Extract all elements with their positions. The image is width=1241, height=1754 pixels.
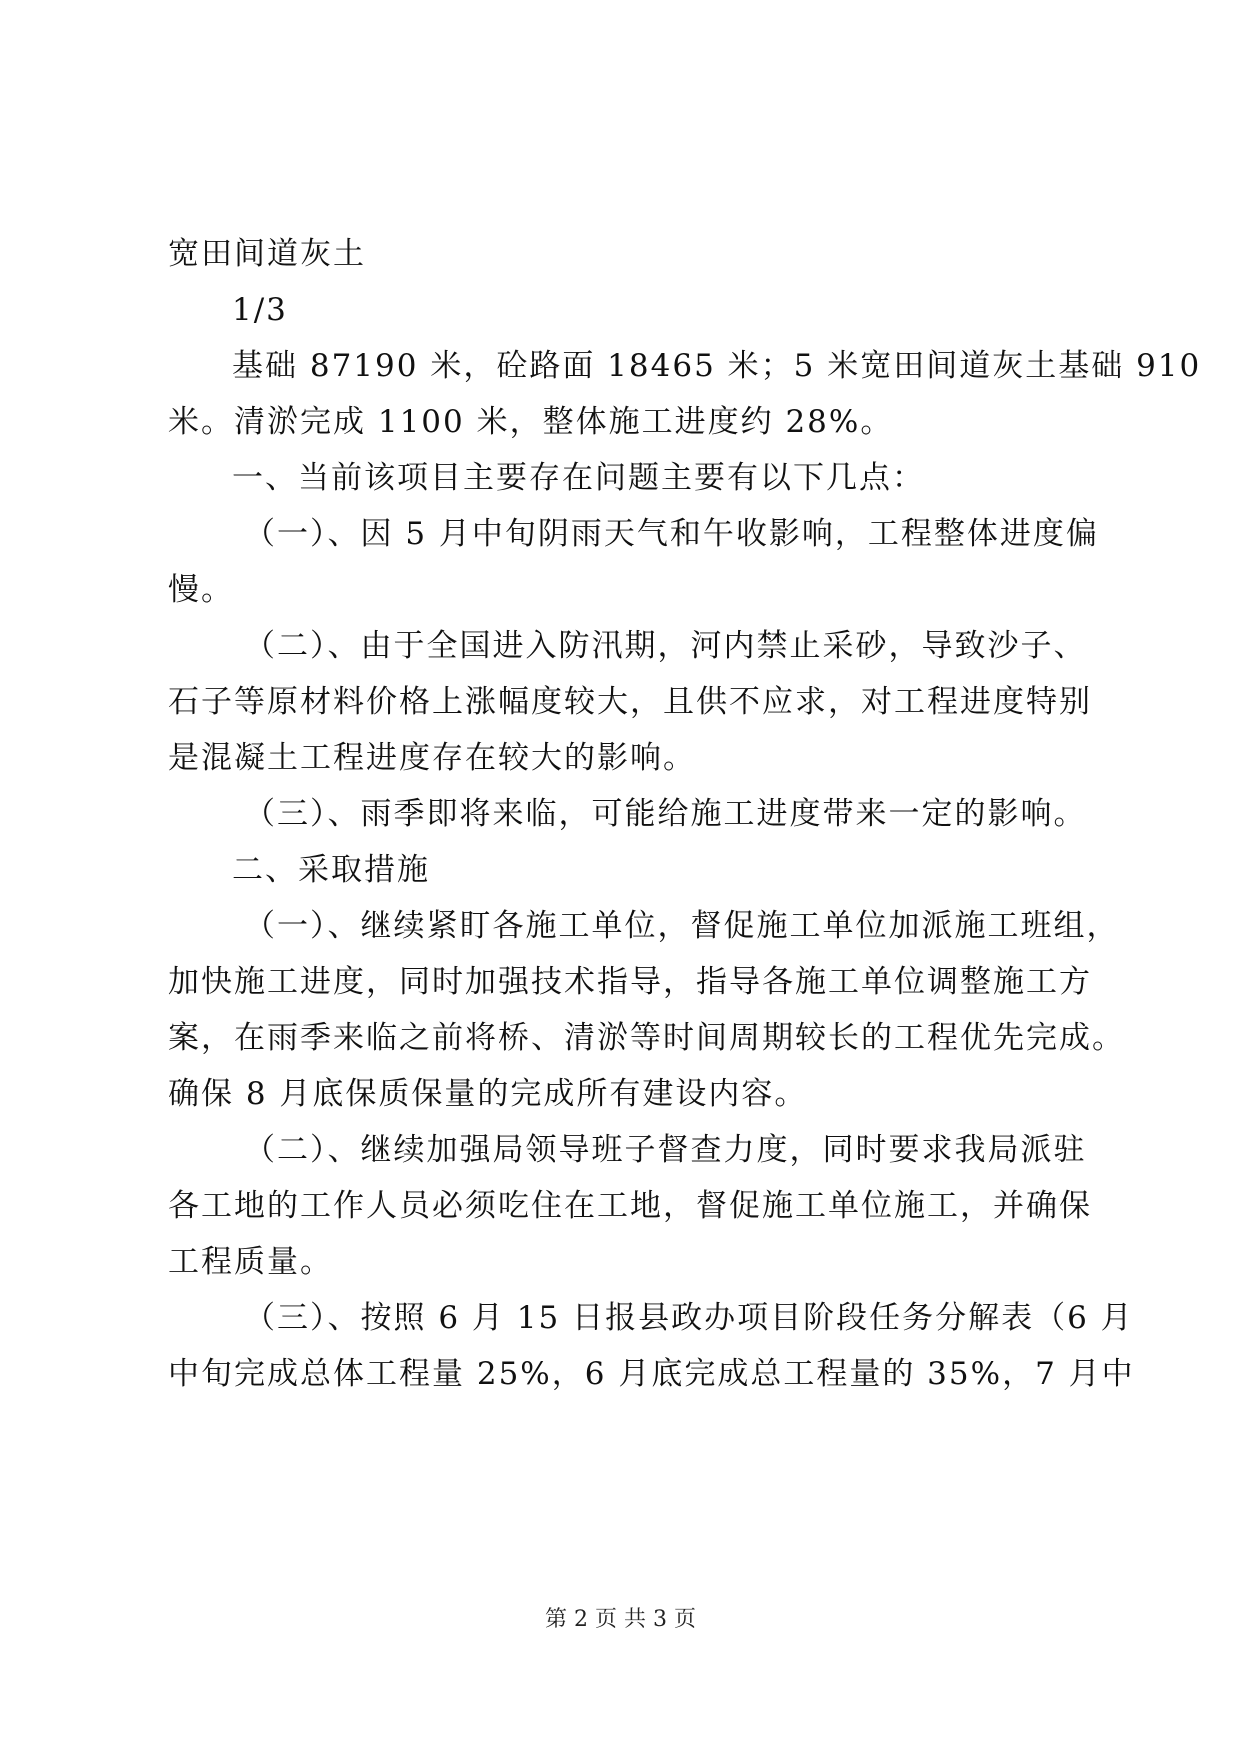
- text-line: 慢。: [168, 572, 234, 608]
- text-line: （二）、继续加强局领导班子督查力度，同时要求我局派驻: [244, 1132, 1087, 1168]
- text-line: 石子等原材料价格上涨幅度较大，且供不应求，对工程进度特别: [168, 684, 1092, 720]
- text-line: 工程质量。: [168, 1244, 333, 1280]
- text-line: （三）、雨季即将来临，可能给施工进度带来一定的影响。: [244, 796, 1087, 832]
- text-line: 案，在雨季来临之前将桥、清淤等时间周期较长的工程优先完成。: [168, 1020, 1125, 1056]
- text-line: （二）、由于全国进入防汛期，河内禁止采砂，导致沙子、: [244, 628, 1087, 664]
- text-line: 加快施工进度，同时加强技术指导，指导各施工单位调整施工方: [168, 964, 1092, 1000]
- text-line: （一）、继续紧盯各施工单位，督促施工单位加派施工班组，: [244, 908, 1120, 944]
- text-line: 确保 8 月底保质保量的完成所有建设内容。: [168, 1076, 808, 1112]
- text-line-continuation: 宽田间道灰土: [168, 236, 366, 272]
- text-line: 各工地的工作人员必须吃住在工地，督促施工单位施工，并确保: [168, 1188, 1092, 1224]
- text-line: 基础 87190 米，砼路面 18465 米；5 米宽田间道灰土基础 910: [232, 348, 1202, 384]
- text-line: 是混凝土工程进度存在较大的影响。: [168, 740, 696, 776]
- section-heading-problems: 一、当前该项目主要存在问题主要有以下几点：: [232, 460, 925, 496]
- text-line-fraction: 1/3: [232, 292, 288, 328]
- text-line: 米。清淤完成 1100 米，整体施工进度约 28%。: [168, 404, 894, 440]
- text-line: （一）、因 5 月中旬阴雨天气和午收影响，工程整体进度偏: [244, 516, 1099, 552]
- page-footer: [0, 1605, 1241, 1635]
- body-text: [168, 226, 1202, 1402]
- text-line: （三）、按照 6 月 15 日报县政办项目阶段任务分解表（6 月: [244, 1300, 1134, 1336]
- text-line: 中旬完成总体工程量 25%，6 月底完成总工程量的 35%，7 月中: [168, 1356, 1135, 1392]
- page-number-label: 第 2 页 共 3 页: [545, 1607, 696, 1632]
- section-heading-measures: 二、采取措施: [232, 852, 430, 888]
